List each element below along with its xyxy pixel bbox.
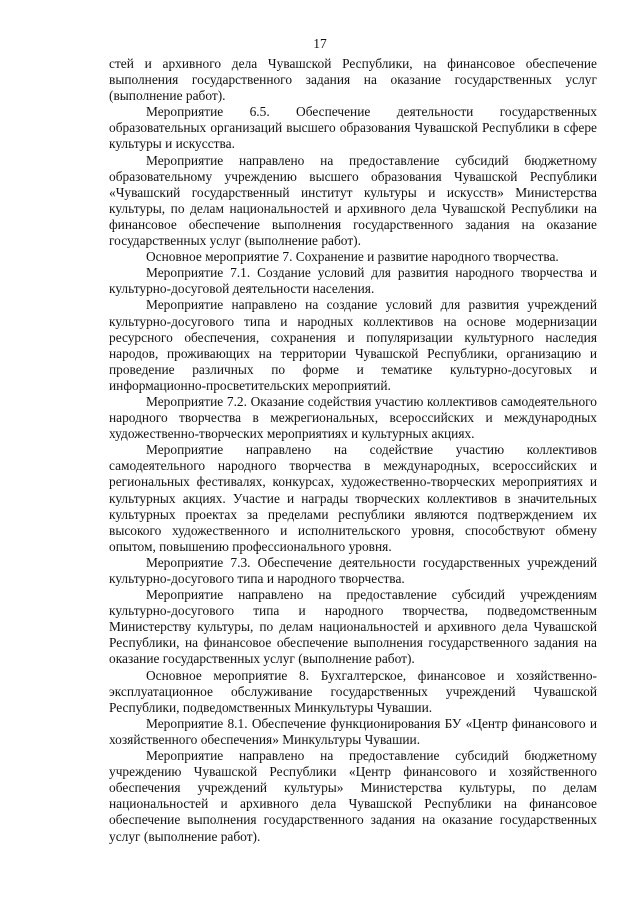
page-number: 17 — [313, 36, 327, 51]
document-body — [109, 56, 597, 845]
paragraph-measure-7-1-description: Мероприятие направлено на создание условий для развития учреждений культурно-досугового типа и народных коллективов на основе модернизации ресурсного обеспечения, сохранения и популяризации культурного наследия народов, проживающих на территории Чувашской Республики, организацию и проведение различных по форме и тематике культурно-досуговых и информационно-просветительских мероприятий. — [109, 297, 597, 393]
paragraph-main-measure-8: Основное мероприятие 8. Бухгалтерское, финансовое и хозяйственно-эксплуатационное обслуживание государственных учреждений Чувашской Республики, подведомственных Минкультуры Чувашии. — [109, 667, 597, 715]
paragraph-measure-7-3: Мероприятие 7.3. Обеспечение деятельности государственных учреждений культурно-досугового типа и народного творчества. — [109, 554, 597, 586]
paragraph-continuation: стей и архивного дела Чувашской Республики, на финансовое обеспечение выполнения государственного задания на оказание государственных услуг (выполнение работ). — [109, 56, 597, 104]
paragraph-measure-7-3-description: Мероприятие направлено на предоставление субсидий учреждениям культурно-досугового типа и народного творчества, подведомственным Министерству культуры, по делам национальностей и архивного дела Чувашской Республики, на финансовое обеспечение выполнения государственного задания на оказание государственных услуг (выполнение работ). — [109, 587, 597, 667]
paragraph-measure-7-1: Мероприятие 7.1. Создание условий для развития народного творчества и культурно-досуговой деятельности населения. — [109, 265, 597, 297]
paragraph-main-measure-7: Основное мероприятие 7. Сохранение и развитие народного творчества. — [146, 249, 559, 265]
paragraph-measure-7-2: Мероприятие 7.2. Оказание содействия участию коллективов самодеятельного народного творчества в межрегиональных, всероссийских и международных художественно-творческих мероприятиях и культурных акциях. — [109, 393, 597, 442]
paragraph-measure-8-1-description: Мероприятие направлено на предоставление субсидий бюджетному учреждению Чувашской Республики «Центр финансового и хозяйственного обеспечения учреждений культуры» Министерства культуры, по делам национальностей и архивного дела Чувашской Республики на финансовое обеспечение выполнения государственного задания на оказание государственных услуг (выполнение работ). — [109, 748, 597, 844]
paragraph-measure-6-5: Мероприятие 6.5. Обеспечение деятельности государственных образовательных организаций высшего образования Чувашской Республики в сфере культуры и искусства. — [109, 104, 597, 152]
paragraph-measure-7-2-description: Мероприятие направлено на содействие участию коллективов самодеятельного народного творчества в международных, всероссийских и региональных фестивалях, конкурсах, художественно-творческих мероприятиях и культурных акциях. Участие и награды творческих коллективов в значительных культурных проектах за пределами республики являются подтверждением их высокого художественного и исполнительского уровня, способствуют обмену опытом, повышению профессионального уровня. — [109, 442, 597, 554]
paragraph-measure-6-5-description: Мероприятие направлено на предоставление субсидий бюджетному образовательному учреждению высшего образования Чувашской Республики «Чувашский государственный институт культуры и искусств» Министерства культуры, по делам национальностей и архивного дела Чувашской Республики на финансовое обеспечение выполнения государственного задания на оказание государственных услуг (выполнение работ). — [109, 152, 597, 249]
paragraph-measure-8-1: Мероприятие 8.1. Обеспечение функционирования БУ «Центр финансового и хозяйственного обеспечения» Минкультуры Чувашии. — [109, 715, 597, 747]
